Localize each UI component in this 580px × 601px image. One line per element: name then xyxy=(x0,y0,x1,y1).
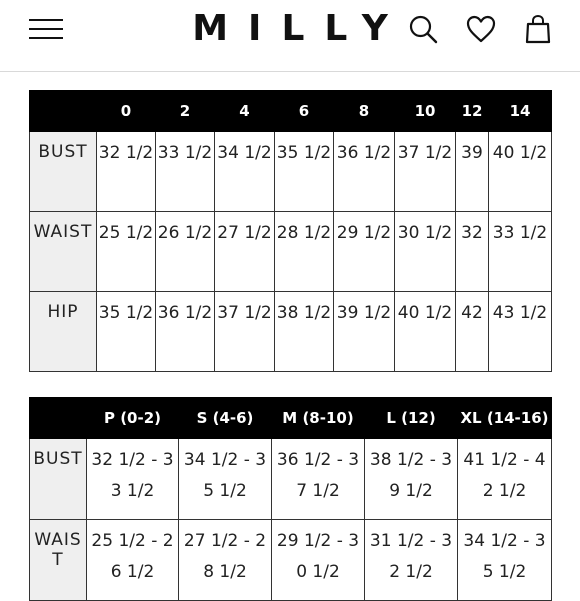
column-header: 4 xyxy=(215,91,275,132)
table-cell: 39 xyxy=(456,132,489,212)
table-cell: 37 1/2 xyxy=(395,132,456,212)
table-cell: 35 1/2 xyxy=(275,132,334,212)
table-cell: 36 1/2 - 37 1/2 xyxy=(272,439,365,520)
column-header: L (12) xyxy=(365,398,458,439)
table-row xyxy=(30,292,552,372)
column-header: S (4-6) xyxy=(179,398,272,439)
table-cell: 32 1/2 xyxy=(97,132,156,212)
table-cell: 29 1/2 xyxy=(334,212,395,292)
table-cell: 34 1/2 - 35 1/2 xyxy=(179,439,272,520)
row-label: BUST xyxy=(30,132,97,212)
table-cell: 30 1/2 xyxy=(395,212,456,292)
column-header: P (0-2) xyxy=(87,398,179,439)
numeric-header-row xyxy=(30,91,552,132)
table-cell: 33 1/2 xyxy=(156,132,215,212)
column-header: 12 xyxy=(456,91,489,132)
table-cell: 38 1/2 xyxy=(275,292,334,372)
table-cell: 34 1/2 - 35 1/2 xyxy=(458,520,552,601)
table-cell: 36 1/2 xyxy=(334,132,395,212)
column-header xyxy=(30,398,87,439)
column-header: 14 xyxy=(489,91,552,132)
table-cell: 31 1/2 - 32 1/2 xyxy=(365,520,458,601)
row-label: WAIST xyxy=(30,520,87,601)
table-cell: 33 1/2 xyxy=(489,212,552,292)
table-cell: 32 xyxy=(456,212,489,292)
table-cell: 32 1/2 - 33 1/2 xyxy=(87,439,179,520)
table-cell: 25 1/2 xyxy=(97,212,156,292)
table-cell: 39 1/2 xyxy=(334,292,395,372)
heart-icon[interactable] xyxy=(466,14,496,44)
table-row xyxy=(30,132,552,212)
column-header: 8 xyxy=(334,91,395,132)
table-cell: 36 1/2 xyxy=(156,292,215,372)
letter-size-chart xyxy=(29,397,552,601)
table-row xyxy=(30,212,552,292)
column-header: XL (14-16) xyxy=(458,398,552,439)
bag-icon[interactable] xyxy=(523,14,553,44)
column-header: 10 xyxy=(395,91,456,132)
brand-logo[interactable]: MILLY xyxy=(192,8,408,49)
table-cell: 40 1/2 xyxy=(395,292,456,372)
table-cell: 27 1/2 xyxy=(215,212,275,292)
table-cell: 43 1/2 xyxy=(489,292,552,372)
table-cell: 42 xyxy=(456,292,489,372)
table-cell: 25 1/2 - 26 1/2 xyxy=(87,520,179,601)
table-row xyxy=(30,520,552,601)
header xyxy=(0,0,580,72)
table-cell: 35 1/2 xyxy=(97,292,156,372)
table-cell: 27 1/2 - 28 1/2 xyxy=(179,520,272,601)
numeric-size-chart xyxy=(29,90,552,372)
table-cell: 40 1/2 xyxy=(489,132,552,212)
table-cell: 34 1/2 xyxy=(215,132,275,212)
table-cell: 38 1/2 - 39 1/2 xyxy=(365,439,458,520)
table-row xyxy=(30,439,552,520)
table-cell: 28 1/2 xyxy=(275,212,334,292)
table-cell: 37 1/2 xyxy=(215,292,275,372)
letter-header-row xyxy=(30,398,552,439)
column-header: 0 xyxy=(97,91,156,132)
row-label: BUST xyxy=(30,439,87,520)
table-cell: 41 1/2 - 42 1/2 xyxy=(458,439,552,520)
table-cell: 29 1/2 - 30 1/2 xyxy=(272,520,365,601)
column-header: 6 xyxy=(275,91,334,132)
row-label: HIP xyxy=(30,292,97,372)
search-icon[interactable] xyxy=(408,14,438,44)
column-header xyxy=(30,91,97,132)
column-header: M (8-10) xyxy=(272,398,365,439)
table-cell: 26 1/2 xyxy=(156,212,215,292)
column-header: 2 xyxy=(156,91,215,132)
row-label: WAIST xyxy=(30,212,97,292)
